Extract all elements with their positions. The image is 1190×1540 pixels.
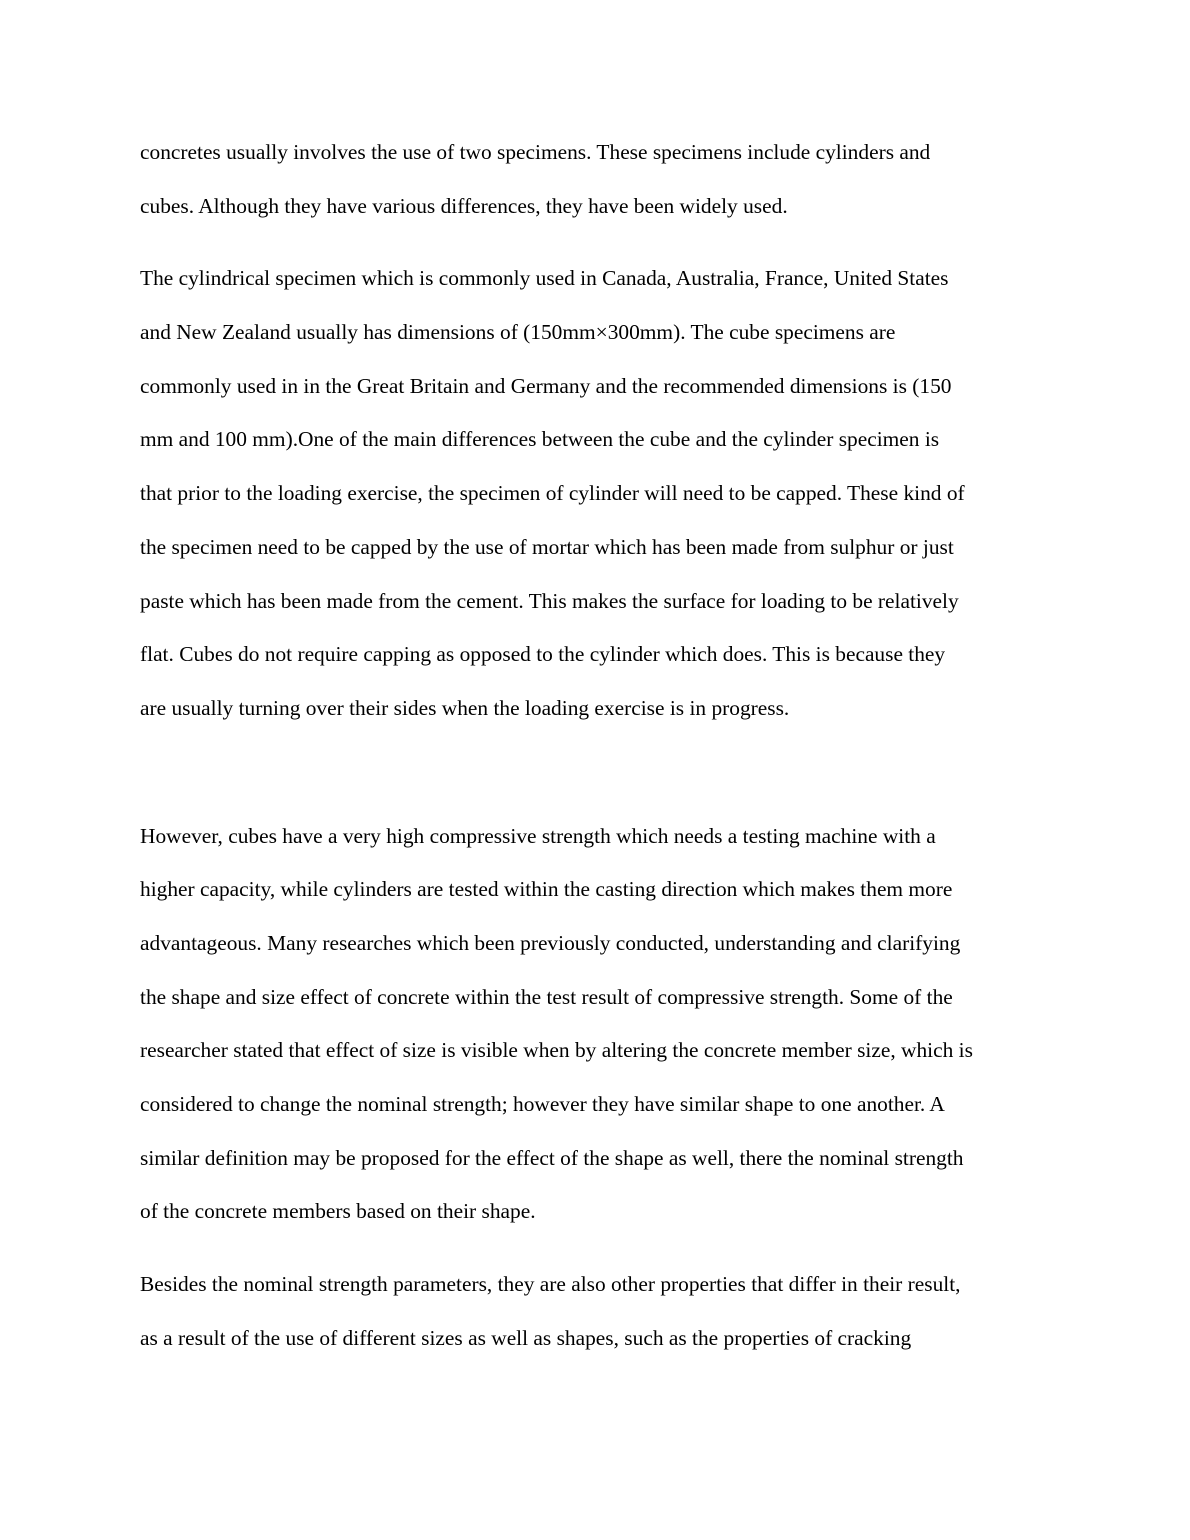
text-line: of the concrete members based on their shape.	[140, 1199, 536, 1224]
document-page	[140, 126, 1055, 1365]
paragraph-cylinder-vs-cube	[140, 252, 1055, 735]
text-line: paste which has been made from the cement. This makes the surface for loading to be relatively	[140, 588, 959, 613]
text-line: considered to change the nominal strength; however they have similar shape to one another. A	[140, 1092, 945, 1116]
text-line: are usually turning over their sides when the loading exercise is in progress.	[140, 695, 790, 720]
text-line: mm and 100 mm).One of the main differences between the cube and the cylinder specimen is	[140, 427, 940, 452]
paragraph-shape-size-effect	[140, 810, 1055, 1240]
text-line: the specimen need to be capped by the use of mortar which has been made from sulphur or just	[140, 534, 954, 559]
text-line: However, cubes have a very high compressive strength which needs a testing machine with a	[140, 823, 936, 848]
text-line: Besides the nominal strength parameters, they are also other properties that differ in their result,	[140, 1272, 961, 1297]
text-line: The cylindrical specimen which is commonly used in Canada, Australia, France, United States	[140, 266, 949, 291]
text-line: and New Zealand usually has dimensions of (150mm×300mm). The cube specimens are	[140, 320, 896, 345]
text-line: as a result of the use of different sizes as well as shapes, such as the properties of cracking	[140, 1325, 912, 1350]
paragraph-other-properties	[140, 1258, 1055, 1365]
text-line: that prior to the loading exercise, the specimen of cylinder will need to be capped. These kind of	[140, 481, 965, 506]
paragraph-specimens-intro	[140, 126, 1055, 233]
text-line: advantageous. Many researches which been previously conducted, understanding and clarifying	[140, 930, 961, 955]
text-line: the shape and size effect of concrete within the test result of compressive strength. Some of the	[140, 984, 953, 1009]
text-line: flat. Cubes do not require capping as opposed to the cylinder which does. This is because they	[140, 642, 946, 667]
text-line: concretes usually involves the use of two specimens. These specimens include cylinders and	[140, 140, 931, 164]
text-line: higher capacity, while cylinders are tested within the casting direction which makes them more	[140, 877, 953, 902]
text-line: cubes. Although they have various differences, they have been widely used.	[140, 193, 788, 218]
text-line: similar definition may be proposed for the effect of the shape as well, there the nominal strength	[140, 1145, 964, 1170]
text-line: commonly used in in the Great Britain and Germany and the recommended dimensions is (150	[140, 373, 952, 398]
text-line: researcher stated that effect of size is visible when by altering the concrete member size, which is	[140, 1038, 973, 1063]
